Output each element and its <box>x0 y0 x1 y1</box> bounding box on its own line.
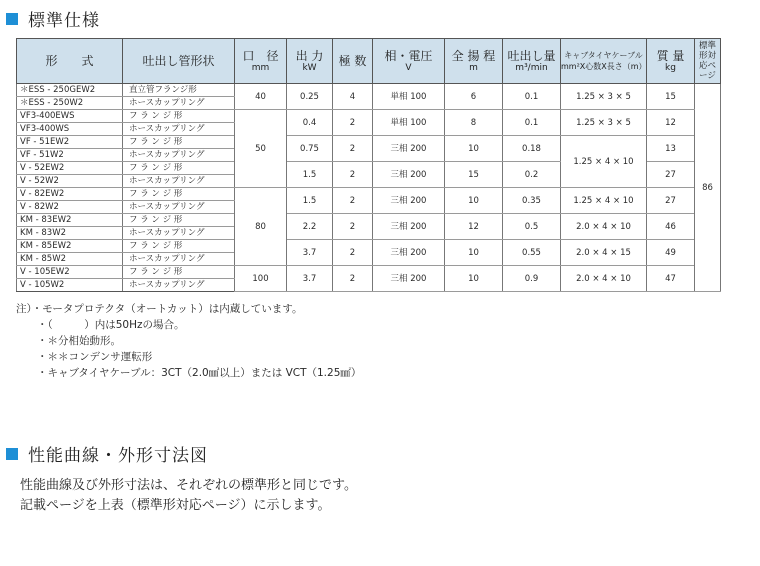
phase-cell: 三相 200 <box>373 188 445 214</box>
header-head <box>445 39 503 84</box>
weight-cell: 12 <box>647 110 695 136</box>
output-cell: 0.25 <box>287 84 333 110</box>
table-row <box>17 136 721 149</box>
pipe-cell: ホースカップリング <box>123 97 235 110</box>
poles-cell: 2 <box>333 214 373 240</box>
performance-section-heading <box>6 441 208 466</box>
model-cell: V - 52EW2 <box>17 162 123 175</box>
header-pipe: 吐出し管形状 <box>123 39 235 84</box>
head-cell: 12 <box>445 214 503 240</box>
model-cell: VF - 51W2 <box>17 149 123 162</box>
model-cell: V - 105W2 <box>17 279 123 292</box>
header-model: 形 式 <box>17 39 123 84</box>
bore-cell: 100 <box>235 266 287 292</box>
phase-cell: 三相 200 <box>373 266 445 292</box>
model-cell: VF - 51EW2 <box>17 136 123 149</box>
output-cell: 0.75 <box>287 136 333 162</box>
flow-cell: 0.5 <box>503 214 561 240</box>
header-flow-label: 吐出し量 <box>507 48 556 63</box>
head-cell: 8 <box>445 110 503 136</box>
cable-cell: 1.25 × 4 × 10 <box>561 188 647 214</box>
note-line: 注）・モータプロテクタ（オートカット）は内蔵しています。 <box>16 303 303 315</box>
weight-cell: 46 <box>647 214 695 240</box>
bore-cell: 50 <box>235 110 287 188</box>
header-cable-label: キャブタイヤケーブル <box>564 51 643 60</box>
weight-cell: 27 <box>647 188 695 214</box>
output-cell: 3.7 <box>287 266 333 292</box>
performance-section-title: 性能曲線・外形寸法図 <box>28 446 208 466</box>
paragraph-line: 記載ページを上表（標準形対応ページ）に示します。 <box>20 498 331 513</box>
spec-section-heading <box>6 6 100 31</box>
table-row <box>17 110 721 123</box>
model-cell: VF3-400EWS <box>17 110 123 123</box>
header-weight-unit: kg <box>665 62 676 73</box>
paragraph-line: 性能曲線及び外形寸法は、それぞれの標準形と同じです。 <box>20 478 357 493</box>
poles-cell: 2 <box>333 136 373 162</box>
table-row <box>17 240 721 253</box>
output-cell: 1.5 <box>287 188 333 214</box>
output-cell: 3.7 <box>287 240 333 266</box>
note-line: ・＊分相始動形。 <box>37 335 121 347</box>
head-cell: 10 <box>445 188 503 214</box>
header-weight <box>647 39 695 84</box>
bore-cell: 40 <box>235 84 287 110</box>
poles-cell: 2 <box>333 188 373 214</box>
table-header-row <box>17 39 721 84</box>
header-phase-unit: V <box>405 62 412 73</box>
model-cell: V - 82W2 <box>17 201 123 214</box>
weight-cell: 13 <box>647 136 695 162</box>
page-cell: 86 <box>695 84 721 292</box>
performance-paragraph <box>20 476 357 516</box>
model-cell: ＊ESS - 250W2 <box>17 97 123 110</box>
note-line: ・（ ）内は50Hzの場合。 <box>37 319 185 331</box>
spec-section-title: 標準仕様 <box>28 11 100 31</box>
pipe-cell: ホースカップリング <box>123 253 235 266</box>
flow-cell: 0.55 <box>503 240 561 266</box>
note-line: ・キャブタイヤケーブル：3CT（2.0㎟以上）または VCT（1.25㎟） <box>37 367 362 379</box>
cable-cell: 1.25 × 3 × 5 <box>561 84 647 110</box>
header-poles: 極 数 <box>333 39 373 84</box>
weight-cell: 27 <box>647 162 695 188</box>
header-output-label: 出 力 <box>295 48 324 63</box>
head-cell: 10 <box>445 240 503 266</box>
poles-cell: 2 <box>333 162 373 188</box>
pipe-cell: ホースカップリング <box>123 227 235 240</box>
output-cell: 1.5 <box>287 162 333 188</box>
header-head-unit: m <box>469 62 478 73</box>
notes <box>16 301 361 381</box>
head-cell: 15 <box>445 162 503 188</box>
poles-cell: 4 <box>333 84 373 110</box>
model-cell: VF3-400WS <box>17 123 123 136</box>
pipe-cell: ホースカップリング <box>123 175 235 188</box>
spec-table <box>16 38 721 292</box>
cable-cell: 2.0 × 4 × 15 <box>561 240 647 266</box>
bore-cell: 80 <box>235 188 287 266</box>
head-cell: 6 <box>445 84 503 110</box>
pipe-cell: フ ラ ン ジ 形 <box>123 136 235 149</box>
header-output <box>287 39 333 84</box>
phase-cell: 三相 200 <box>373 240 445 266</box>
output-cell: 2.2 <box>287 214 333 240</box>
pipe-cell: フ ラ ン ジ 形 <box>123 188 235 201</box>
header-cable-unit: mm²X心数X長さ（m） <box>561 62 647 71</box>
weight-cell: 47 <box>647 266 695 292</box>
pipe-cell: 直立管フランジ形 <box>123 84 235 97</box>
header-phase-label: 相・電圧 <box>384 48 433 63</box>
section-marker-icon <box>6 448 18 460</box>
phase-cell: 三相 200 <box>373 214 445 240</box>
phase-cell: 三相 200 <box>373 162 445 188</box>
header-flow-unit: m³/min <box>515 62 548 73</box>
header-bore-label: 口 径 <box>242 48 279 63</box>
header-weight-label: 質 量 <box>656 48 685 63</box>
head-cell: 10 <box>445 136 503 162</box>
model-cell: ＊ESS - 250GEW2 <box>17 84 123 97</box>
header-phase <box>373 39 445 84</box>
flow-cell: 0.35 <box>503 188 561 214</box>
pipe-cell: フ ラ ン ジ 形 <box>123 110 235 123</box>
flow-cell: 0.18 <box>503 136 561 162</box>
pipe-cell: フ ラ ン ジ 形 <box>123 214 235 227</box>
model-cell: V - 52W2 <box>17 175 123 188</box>
flow-cell: 0.9 <box>503 266 561 292</box>
model-cell: V - 105EW2 <box>17 266 123 279</box>
header-flow <box>503 39 561 84</box>
weight-cell: 15 <box>647 84 695 110</box>
phase-cell: 単相 100 <box>373 84 445 110</box>
model-cell: KM - 85W2 <box>17 253 123 266</box>
poles-cell: 2 <box>333 240 373 266</box>
header-output-unit: kW <box>302 62 317 73</box>
cable-cell: 2.0 × 4 × 10 <box>561 266 647 292</box>
poles-cell: 2 <box>333 110 373 136</box>
poles-cell: 2 <box>333 266 373 292</box>
table-row <box>17 266 721 279</box>
header-head-label: 全 揚 程 <box>451 48 496 63</box>
weight-cell: 49 <box>647 240 695 266</box>
pipe-cell: ホースカップリング <box>123 201 235 214</box>
cable-cell: 2.0 × 4 × 10 <box>561 214 647 240</box>
cable-cell: 1.25 × 3 × 5 <box>561 110 647 136</box>
section-marker-icon <box>6 13 18 25</box>
flow-cell: 0.1 <box>503 84 561 110</box>
flow-cell: 0.1 <box>503 110 561 136</box>
pipe-cell: ホースカップリング <box>123 279 235 292</box>
model-cell: KM - 85EW2 <box>17 240 123 253</box>
header-cable <box>561 39 647 84</box>
table-row <box>17 188 721 201</box>
phase-cell: 三相 200 <box>373 136 445 162</box>
model-cell: KM - 83W2 <box>17 227 123 240</box>
header-bore-unit: mm <box>251 62 270 73</box>
cable-cell: 1.25 × 4 × 10 <box>561 136 647 188</box>
header-bore <box>235 39 287 84</box>
pipe-cell: フ ラ ン ジ 形 <box>123 266 235 279</box>
flow-cell: 0.2 <box>503 162 561 188</box>
header-page: 標準形対応ページ <box>695 39 721 84</box>
table-row <box>17 84 721 97</box>
model-cell: KM - 83EW2 <box>17 214 123 227</box>
model-cell: V - 82EW2 <box>17 188 123 201</box>
head-cell: 10 <box>445 266 503 292</box>
pipe-cell: ホースカップリング <box>123 149 235 162</box>
output-cell: 0.4 <box>287 110 333 136</box>
table-row <box>17 214 721 227</box>
pipe-cell: フ ラ ン ジ 形 <box>123 162 235 175</box>
phase-cell: 単相 100 <box>373 110 445 136</box>
pipe-cell: ホースカップリング <box>123 123 235 136</box>
note-line: ・＊＊コンデンサ運転形 <box>37 351 153 363</box>
pipe-cell: フ ラ ン ジ 形 <box>123 240 235 253</box>
